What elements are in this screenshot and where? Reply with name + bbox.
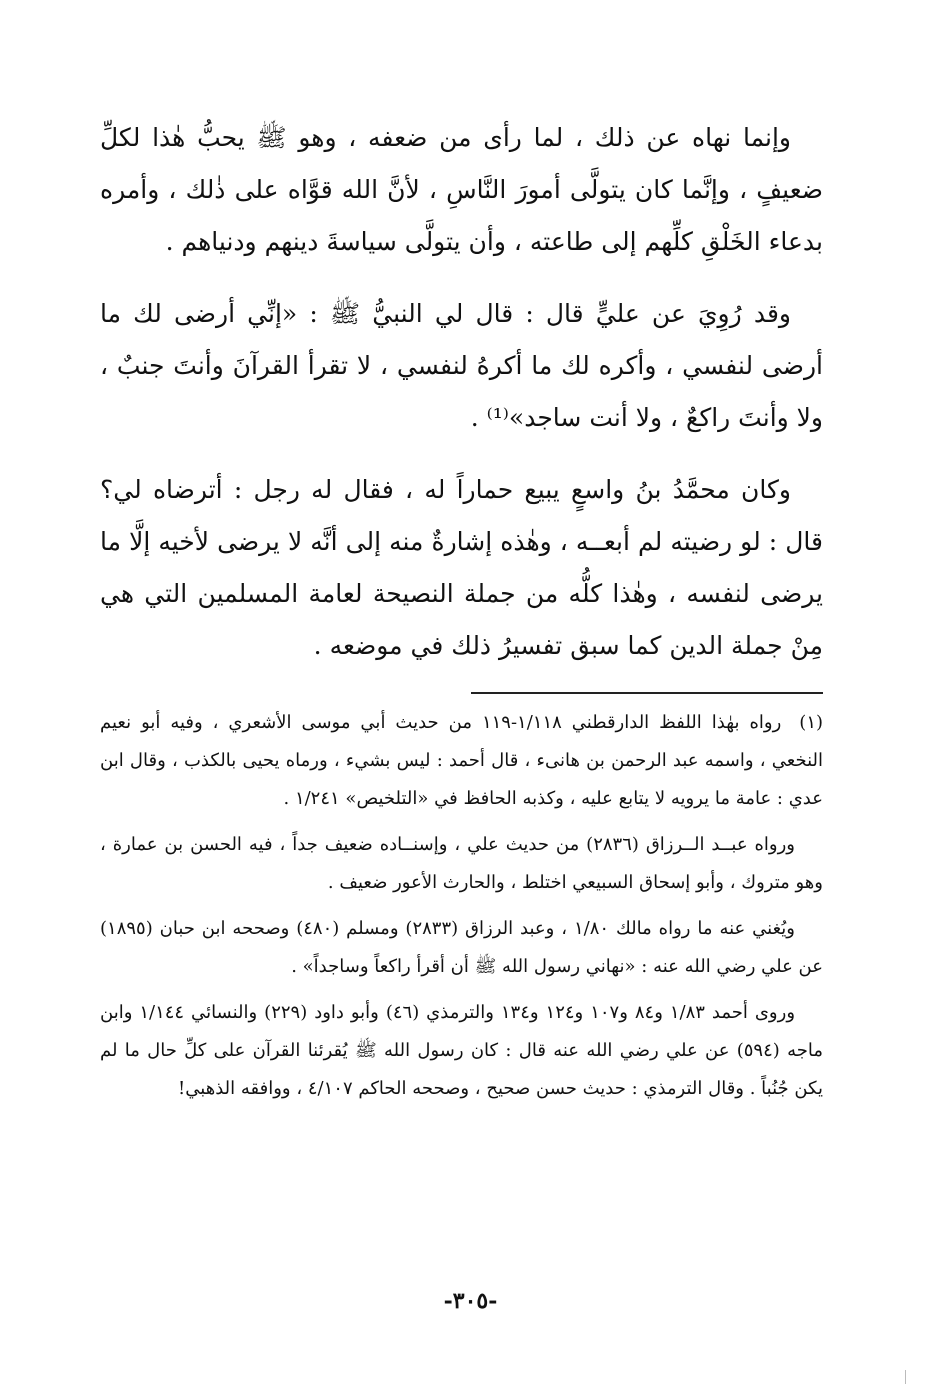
footnote-paragraph-1: رواه بهٰذا اللفظ الدارقطني ١/١١٨-١١٩ من حديث أبي موسى الأشعري ، وفيه أبو نعيم النخعي ، واسمه عبد الرحمن بن هانىء ، قال أحمد : ليس بشيء ، ورماه يحيى بالكذب ، وقال ابن عدي : عامة ما يرويه لا يتابع عليه ، وكذبه الحافظ في «التلخيص» ١/٢٤١ . [100, 712, 823, 809]
footnote-1 [100, 704, 823, 818]
footnote-separator [471, 692, 823, 694]
footnote-paragraph-4: وروى أحمد ١/٨٣ و٨٤ و١٠٧ و١٢٤ و١٣٤ والترمذي (٤٦) وأبو داود (٢٢٩) والنسائي ١/١٤٤ وابن ماجه (٥٩٤) عن علي رضي الله عنه قال : كان رسول الله ﷺ يُقرئنا القرآن على كلِّ حال ما لم يكن جُنُباً . وقال الترمذي : حديث حسن صحيح ، وصححه الحاكم ٤/١٠٧ ، ووافقه الذهبي! [100, 1002, 823, 1099]
scan-mark [905, 1370, 910, 1384]
footnote-marker: (١) [799, 712, 824, 733]
body-paragraph-3: وكان محمَّدُ بنُ واسعٍ يبيع حماراً له ، فقال له رجل : أترضاه لي؟ قال : لو رضيته لم أبعــه ، وهٰذه إشارةٌ منه إلى أنَّه لا يرضى لأخيه إلَّا ما يرضى لنفسه ، وهٰذا كلُّه من جملة النصيحة لعامة المسلمين التي هي مِنْ جملة الدين كما سبق تفسيرُ ذلك في موضعه . [100, 475, 823, 660]
main-text [100, 112, 823, 672]
body-paragraph-2: وقد رُوِيَ عن عليٍّ قال : قال لي النبيُّ ﷺ : «إنِّي أرضى لك ما أرضى لنفسي ، وأكره لك ما أكرهُ لنفسي ، لا تقرأ القرآنَ وأنتَ جنبٌ ، ولا وأنتَ راكعٌ ، ولا أنت ساجد»⁽¹⁾ . [100, 299, 823, 432]
footnotes [100, 704, 823, 1108]
footnote-paragraph-3: ويُغني عنه ما رواه مالك ١/٨٠ ، وعبد الرزاق (٢٨٣٣) ومسلم (٤٨٠) وصححه ابن حبان (١٨٩٥) عن علي رضي الله عنه : «نهاني رسول الله ﷺ أن أقرأ راكعاً وساجداً» . [100, 918, 823, 977]
page-content [100, 112, 823, 1388]
footnote-paragraph-2: ورواه عبــد الــرزاق (٢٨٣٦) من حديث علي ، وإسنــاده ضعيف جداً ، فيه الحسن بن عمارة ، وهو متروك ، وأبو إسحاق السبيعي اختلط ، والحارث الأعور ضعيف . [100, 834, 823, 893]
page-number: -٣٠٥- [443, 1288, 498, 1314]
body-paragraph-1: وإنما نهاه عن ذلك ، لما رأى من ضعفه ، وهو ﷺ يحبُّ هٰذا لكلِّ ضعيفٍ ، وإنَّما كان يتولَّى أمورَ النَّاسِ ، لأنَّ الله قوَّاه على ذٰلك ، وأمره بدعاء الخَلْقِ كلِّهم إلى طاعته ، وأن يتولَّى سياسةَ دينهم ودنياهم . [100, 123, 823, 256]
